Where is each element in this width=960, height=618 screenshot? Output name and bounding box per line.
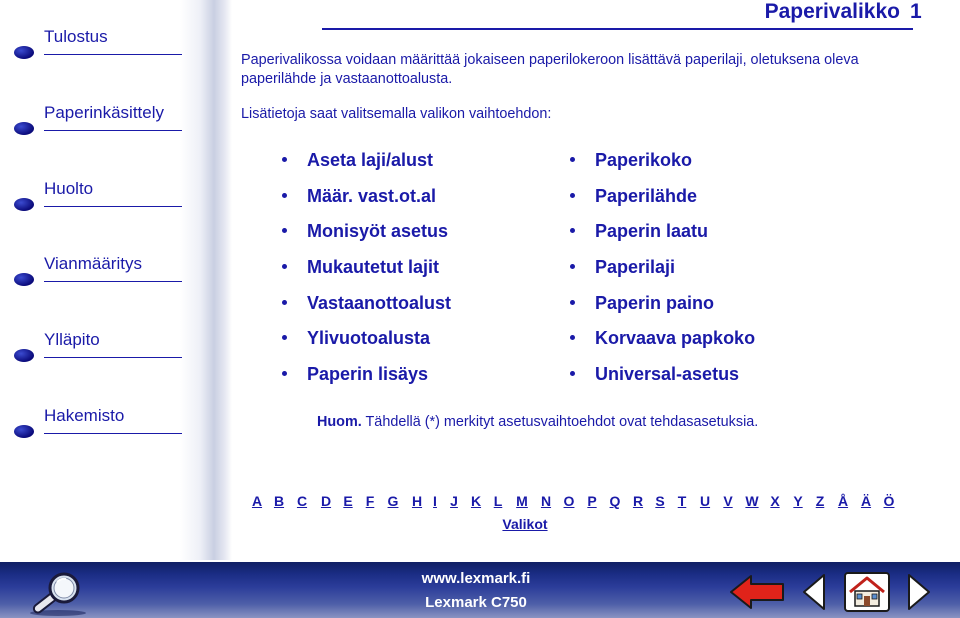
nav-bullet-icon [14,122,34,135]
intro-text: Paperivalikossa voidaan määrittää jokaiseen paperilokeroon lisättävä paperilaji, oletuksena oleva paperilähde ja vastaanottoalusta. [241,52,859,87]
nav-underline [44,206,182,207]
index-letter[interactable]: N [540,493,552,509]
bullet-icon [282,371,287,376]
next-page-icon[interactable] [905,572,933,612]
menus-link[interactable]: Valikot [502,516,548,532]
nav-bullet-icon [14,273,34,286]
search-icon[interactable] [28,568,90,616]
nav-bullet-icon [14,349,34,362]
index-letter[interactable]: P [587,493,597,509]
bullet-icon [570,335,575,340]
note-text: Tähdellä (*) merkityt asetusvaihtoehdot ovat tehdasasetuksia. [361,414,759,430]
index-letter[interactable]: Y [793,493,803,509]
page-header: Paperivalikko 1 [0,0,960,36]
page-title: Paperivalikko [764,0,900,23]
previous-page-icon[interactable] [800,572,828,612]
bullet-icon [570,264,575,269]
bullet-icon [570,371,575,376]
sidebar-item-huolto[interactable] [14,176,182,216]
index-letter[interactable]: Ä [860,493,872,509]
sidebar-item-label: Huolto [44,179,94,198]
index-letter[interactable]: Z [815,493,825,509]
bullet-icon [282,335,287,340]
bullet-icon [570,193,575,198]
index-letter[interactable]: M [516,493,528,509]
index-letter[interactable]: E [343,493,353,509]
sidebar-item-yllapito[interactable] [14,327,182,367]
footer-product: Lexmark C750 [425,594,527,611]
index-letter[interactable]: C [296,493,308,509]
index-letter[interactable]: X [770,493,780,509]
index-letter[interactable]: K [470,493,482,509]
index-letter[interactable]: A [251,493,263,509]
bullet-icon [282,228,287,233]
index-letter[interactable]: S [655,493,665,509]
back-arrow-icon[interactable] [727,572,787,612]
sidebar-item-label: Hakemisto [44,406,125,425]
bullet-icon [282,264,287,269]
index-letter[interactable]: T [677,493,687,509]
note [317,414,758,430]
index-letter[interactable]: B [273,493,285,509]
bullet-icon [570,300,575,305]
index-letter[interactable]: W [745,493,759,509]
bullet-icon [282,300,287,305]
index-letter[interactable]: V [723,493,733,509]
nav-underline [44,433,182,434]
index-letter[interactable]: I [433,493,437,509]
index-letter[interactable]: Ö [883,493,895,509]
nav-bullet-icon [14,46,34,59]
sidebar-item-label: Tulostus [44,27,108,46]
index-letter[interactable]: R [632,493,644,509]
index-letter[interactable]: G [387,493,399,509]
nav-underline [44,281,182,282]
bullet-icon [282,193,287,198]
bullet-icon [570,228,575,233]
note-label: Huom. [317,414,362,430]
index-letter[interactable]: F [365,493,375,509]
index-letter[interactable]: D [320,493,332,509]
index-letter[interactable]: O [563,493,575,509]
sidebar-item-paperinkasittely[interactable] [14,100,182,140]
index-letter[interactable]: Q [609,493,621,509]
bullet-icon [282,157,287,162]
sidebar-item-tulostus[interactable] [14,24,182,64]
nav-underline [44,54,182,55]
alphabet-index [251,493,901,513]
footer-bar [0,562,960,618]
sidebar-item-label: Ylläpito [44,330,100,349]
instruction-text: Lisätietoja saat valitsemalla valikon vaihtoehdon: [241,106,552,122]
nav-bullet-icon [14,198,34,211]
index-letter[interactable]: L [493,493,503,509]
sidebar-item-label: Paperinkäsittely [44,103,165,122]
index-letter[interactable]: H [411,493,423,509]
home-icon[interactable] [842,570,892,614]
nav-underline [44,357,182,358]
sidebar-item-vianmaaritys[interactable] [14,251,182,291]
sidebar-item-label: Vianmääritys [44,254,142,273]
bullet-icon [570,157,575,162]
index-letter[interactable]: J [450,493,458,509]
index-letter[interactable]: Å [837,493,849,509]
nav-underline [44,130,182,131]
index-letter[interactable]: U [699,493,711,509]
sidebar-item-hakemisto[interactable] [14,403,182,443]
header-rule [322,28,913,30]
sidebar [0,0,232,560]
footer-url[interactable]: www.lexmark.fi [421,570,531,587]
nav-bullet-icon [14,425,34,438]
